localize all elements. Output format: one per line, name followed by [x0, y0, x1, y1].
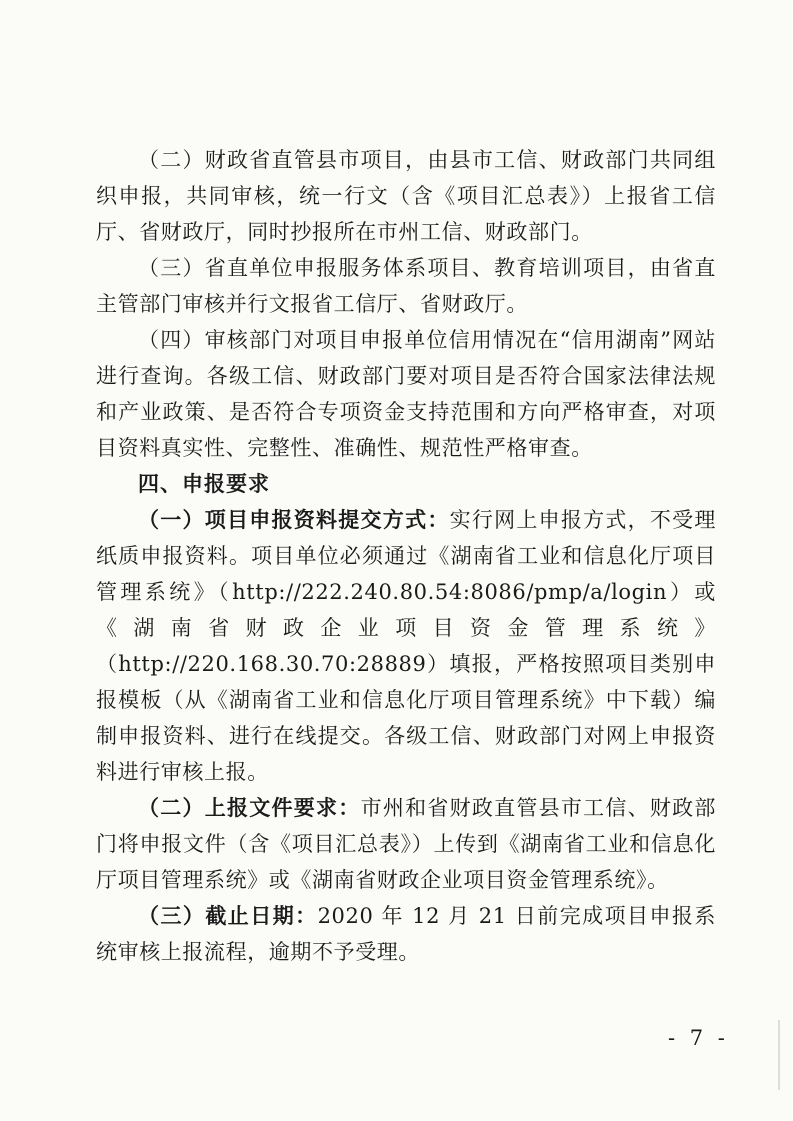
requirement-submission-method [96, 502, 716, 790]
page-number: - 7 - [668, 1026, 729, 1050]
section-title-requirements: 四、申报要求 [138, 472, 270, 496]
requirement-lead: （二）上报文件要求： [138, 796, 361, 820]
paragraph-municipal-projects [96, 142, 716, 250]
scan-edge-mark [778, 1020, 780, 1090]
paragraph-text: （四）审核部门对项目申报单位信用情况在“信用湖南”网站进行查询。各级工信、财政部门要对项目是否符合国家法律法规和产业政策、是否符合专项资金支持范围和方向严格审查，对项目资料真实性、完整性、准确性、规范性严格审查。 [96, 328, 716, 460]
document-body [96, 142, 716, 970]
paragraph-provincial-units [96, 250, 716, 322]
requirement-text: 市州和省财政直管县市工信、财政部门将申报文件（含《项目汇总表》）上传到《湖南省工业和信息化厅项目管理系统》或《湖南省财政企业项目资金管理系统》。 [96, 796, 716, 892]
paragraph-text: （三）省直单位申报服务体系项目、教育培训项目，由省直主管部门审核并行文报省工信厅、省财政厅。 [96, 256, 716, 316]
requirement-text: 实行网上申报方式，不受理纸质申报资料。项目单位必须通过《湖南省工业和信息化厅项目管理系统》（http://222.240.80.54:8086/pmp/a/login）或《湖南省财政企业项目资金管理系统》（http://220.168.30.70:28889）填报，严格按照项目类别申报模板（从《湖南省工业和信息化厅项目管理系统》中下载）编制申报资料、进行在线提交。各级工信、财政部门对网上申报资料进行审核上报。 [96, 508, 716, 784]
requirement-upload-files [96, 790, 716, 898]
requirement-text: 2020 年 12 月 21 日前完成项目申报系统审核上报流程，逾期不予受理。 [96, 904, 716, 964]
paragraph-credit-review [96, 322, 716, 466]
requirement-lead: （三）截止日期： [138, 904, 318, 928]
paragraph-text: （二）财政省直管县市项目，由县市工信、财政部门共同组织申报，共同审核，统一行文（含《项目汇总表》）上报省工信厅、省财政厅，同时抄报所在市州工信、财政部门。 [96, 148, 716, 244]
requirement-lead: （一）项目申报资料提交方式： [138, 508, 450, 532]
requirement-deadline [96, 898, 716, 970]
